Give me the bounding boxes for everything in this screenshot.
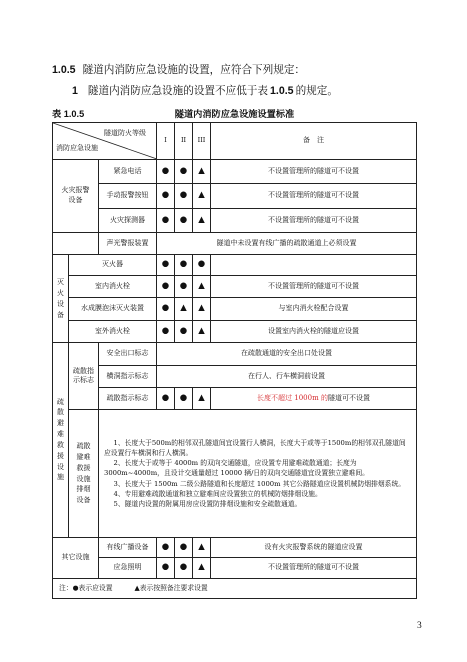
item-manual-alarm: 手动报警按钮 [99, 184, 157, 208]
subclause-number: 1 [72, 85, 78, 97]
item-fire-detector: 火灾探测器 [99, 208, 157, 232]
item-foam-device: 水成膜泡沫灭火装置 [69, 298, 157, 320]
table-row: 横洞指示标志 在行人、行车横洞前设置 [53, 365, 417, 387]
table-row [53, 410, 417, 537]
header-level-2: II [175, 123, 193, 160]
table-row: 火灾报警设备 紧急电话 ● ● ▲ 不设置管理所的隧道可不设置 [53, 159, 417, 183]
group-evac-rescue-smoke: 疏散 避难 救援 设施 排烟 设备 [69, 410, 99, 537]
item-crossway-sign: 横洞指示标志 [99, 365, 157, 387]
group-evacuation: 疏 散 避 难 救 援 设 施 [53, 343, 69, 538]
item-sound-light-alarm: 声光警报装置 [99, 233, 157, 255]
subclause-1: 1 隧道内消防应急设施的设置不应低于表 1.0.5 的规定。 [72, 85, 338, 97]
table-row: 室内消火栓 ● ● ▲ 不设置管理所的隧道可不设置 [53, 275, 417, 297]
group-fire-alarm: 火灾报警设备 [53, 159, 99, 232]
table-row: 火灾探测器 ● ● ▲ 不设置管理所的隧道可不设置 [53, 208, 417, 232]
item-extinguisher: 灭火器 [69, 255, 157, 275]
table-row: 室外消火栓 ● ● ▲ 设置室内消火栓的隧道应设置 [53, 320, 417, 342]
table-header-row [53, 123, 417, 160]
table-footnote: 注：●表示应设置 ▲表示按照备注要求设置 [53, 578, 417, 598]
item-outdoor-hydrant: 室外消火栓 [69, 320, 157, 342]
item-emergency-light: 应急照明 [99, 558, 157, 578]
table-title: 隧道内消防应急设施设置标准 [174, 109, 295, 120]
clause-1-0-5 [52, 62, 305, 77]
item-emergency-phone: 紧急电话 [99, 159, 157, 183]
item-exit-sign: 安全出口标志 [99, 343, 157, 365]
table-footnote-row [53, 578, 417, 598]
smoke-exhaust-notes: 1、长度大于500m的相邻双孔隧道间宜设置行人横洞，长度大于或等于1500m的相邻双孔隧道间应设置行车横洞和行人横洞。 2、长度大于或等于 4000m 的双向交通隧道，应设置专用避难疏散通道；长度为 3000m~4000m，且设计交通量超过 10000 辆/日的双向交通隧道宜设置独立避难间。 3、长度大于 1500m 二级公路隧道和长度超过 1000m 其它公路隧道应设置机械防烟排烟系统。 4、专用避难疏散通道和独立避难间应设置独立的机械防烟排烟设施。 5、隧道内设置的附属用房应设置防排烟设施和安全疏散通道。 [99, 410, 417, 537]
header-remarks: 备 注 [211, 123, 417, 160]
diagonal-header-cell [53, 123, 157, 160]
table-row: 其它设施 有线广播设备 ● ● ▲ 设有火灾报警系统的隧道应设置 [53, 537, 417, 557]
item-indoor-hydrant: 室内消火栓 [69, 275, 157, 297]
group-other: 其它设施 [53, 537, 99, 578]
page-number: 3 [417, 621, 422, 631]
clause-text: 隧道内消防应急设施的设置，应符合下列规定： [82, 64, 306, 76]
table-row: 疏 散 避 难 救 援 设 施 疏散指示标志 安全出口标志 在疏散通道的安全出口处设置 [53, 343, 417, 365]
table-row: 水成膜泡沫灭火装置 ● ▲ ▲ 与室内消火栓配合设置 [53, 298, 417, 320]
item-broadcast: 有线广播设备 [99, 537, 157, 557]
table-row: 疏散指示标志 ● ● ▲ 长度不超过 1000m 的隧道可不设置 [53, 387, 417, 409]
table-row: 灭 火 设 备 灭火器 ● ● ● [53, 255, 417, 275]
group-extinguish: 灭 火 设 备 [53, 255, 69, 343]
item-evac-sign: 疏散指示标志 [99, 387, 157, 409]
header-fire-level: 隧道防火等级 [104, 129, 147, 137]
table-row: 声光警报装置 隧道中未设置有线广播的疏散通道上必须设置 [53, 233, 417, 255]
group-evac-signs: 疏散指示标志 [69, 343, 99, 410]
clause-number: 1.0.5 [52, 64, 76, 76]
header-level-1: I [157, 123, 175, 160]
header-level-3: III [193, 123, 211, 160]
table-row: 应急照明 ● ● ▲ 不设置管理所的隧道可不设置 [53, 558, 417, 578]
table-ref: 1.0.5 [270, 85, 294, 97]
header-facility: 消防应急设施 [56, 144, 98, 153]
table-row: 手动报警按钮 ● ● ▲ 不设置管理所的隧道可不设置 [53, 184, 417, 208]
table-number: 表 1.0.5 [52, 109, 85, 119]
fire-facilities-table [52, 122, 417, 599]
